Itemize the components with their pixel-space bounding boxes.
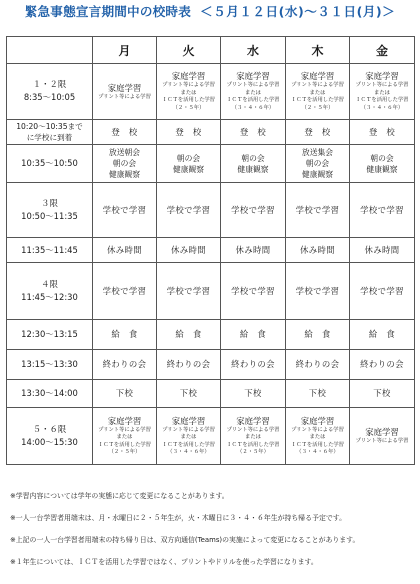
schedule-cell	[157, 145, 221, 183]
cell-text: 休み時間	[170, 244, 207, 255]
time-text: ４限	[41, 279, 58, 290]
time-text: 8:35～10:05	[23, 92, 76, 103]
cell-text: 家庭学習	[365, 427, 399, 438]
schedule-cell	[286, 263, 350, 320]
timetable-row	[7, 263, 415, 320]
cell-text: 朝の会	[305, 159, 330, 169]
schedule-cell	[350, 119, 415, 144]
time-cell	[7, 380, 93, 407]
schedule-cell	[350, 380, 415, 407]
cell-text: 健康観察	[172, 164, 205, 174]
cell-text: 健康観察	[366, 164, 398, 174]
cell-text: 朝の会	[176, 153, 201, 163]
cell-text: または	[245, 434, 261, 441]
cell-text: 給 食	[368, 329, 396, 340]
cell-text: 休み時間	[364, 244, 400, 255]
cell-text: 登 校	[111, 126, 138, 137]
day-header-friday: 金	[350, 37, 415, 64]
cell-text: 下校	[308, 388, 327, 399]
cell-text: 学校で学習	[102, 204, 147, 215]
cell-text: プリント等による学習	[226, 426, 280, 433]
schedule-cell	[221, 119, 286, 144]
cell-text: （２・５年）	[172, 104, 205, 111]
schedule-cell	[286, 64, 350, 120]
cell-text: 家庭学習	[107, 415, 142, 426]
day-header-wednesday: 水	[221, 37, 286, 64]
schedule-cell	[286, 407, 350, 464]
time-cell	[7, 320, 93, 350]
cell-text: 登 校	[175, 126, 202, 137]
cell-text: （３・４・６年）	[360, 104, 404, 111]
cell-text: または	[309, 434, 326, 441]
schedule-cell	[350, 64, 415, 120]
cell-text: 健康観察	[301, 170, 334, 180]
schedule-cell	[221, 380, 286, 407]
schedule-cell	[286, 349, 350, 380]
time-text: 11:35～11:45	[21, 244, 78, 255]
time-text: 11:45～12:30	[21, 292, 78, 303]
cell-text: 登 校	[368, 126, 396, 137]
schedule-cell	[93, 64, 157, 120]
schedule-cell	[221, 145, 286, 183]
schedule-cell	[93, 320, 157, 350]
time-text: 13:30～14:00	[21, 388, 78, 399]
time-cell	[7, 407, 93, 464]
cell-text: 休み時間	[106, 244, 143, 255]
cell-text: 終わりの会	[166, 359, 211, 370]
cell-text: ＩＣＴを活用した学習	[162, 441, 215, 448]
cell-text: 下校	[244, 388, 262, 399]
cell-text: 学校で学習	[231, 204, 275, 215]
cell-text: 給 食	[239, 329, 267, 340]
schedule-cell	[350, 145, 415, 183]
schedule-cell	[93, 263, 157, 320]
cell-text: プリント等による学習	[162, 426, 215, 433]
schedule-cell	[350, 263, 415, 320]
schedule-cell	[157, 349, 221, 380]
cell-text: 登 校	[239, 126, 267, 137]
schedule-cell	[93, 407, 157, 464]
cell-text: 下校	[373, 388, 391, 399]
cell-text: 家庭学習	[236, 415, 270, 426]
timetable-row	[7, 145, 415, 183]
cell-text: 下校	[115, 388, 134, 399]
cell-text: 給 食	[304, 329, 331, 340]
schedule-cell	[93, 238, 157, 263]
schedule-cell	[350, 320, 415, 350]
cell-text: 登 校	[304, 126, 331, 137]
note-line: ※一人一台学習者用端末は、月・水曜日に２・５年生が，火・木曜日に３・４・６年生が持ち帰る予定です。	[10, 514, 346, 522]
schedule-cell	[157, 183, 221, 238]
page-title	[0, 2, 420, 22]
header-row	[7, 37, 415, 64]
title-main: 緊急事態宣言期間中の校時表	[24, 4, 192, 19]
cell-text: ＩＣＴを活用した学習	[291, 441, 344, 448]
time-cell	[7, 119, 93, 144]
schedule-cell	[221, 320, 286, 350]
schedule-cell	[157, 320, 221, 350]
timetable-row	[7, 320, 415, 350]
cell-text: 下校	[179, 388, 198, 399]
cell-text: （３・４・６年）	[231, 104, 275, 111]
cell-text: プリント等による学習	[355, 438, 409, 445]
schedule-cell	[221, 263, 286, 320]
timetable-row	[7, 64, 415, 120]
day-header-monday: 月	[93, 37, 157, 64]
time-text: １・２限	[32, 79, 67, 90]
cell-text: 学校で学習	[360, 204, 404, 215]
schedule-cell	[93, 349, 157, 380]
time-cell	[7, 183, 93, 238]
schedule-cell	[286, 119, 350, 144]
cell-text: 休み時間	[299, 244, 336, 255]
timetable-row	[7, 238, 415, 263]
cell-text: または	[180, 89, 197, 96]
cell-text: ＩＣＴを活用した学習	[98, 441, 151, 448]
cell-text: 家庭学習	[171, 415, 206, 426]
cell-text: 健康観察	[108, 170, 141, 180]
note-line: ※上記の一人一台学習者用端末の持ち帰り日は、双方向通信(Teams)の実施によって変更になることがあります。	[10, 536, 360, 544]
time-cell	[7, 349, 93, 380]
cell-text: ＩＣＴを活用した学習	[162, 97, 215, 104]
schedule-cell	[221, 183, 286, 238]
cell-text: 家庭学習	[107, 82, 142, 93]
day-header-tuesday: 火	[157, 37, 221, 64]
schedule-cell	[221, 238, 286, 263]
schedule-cell	[286, 145, 350, 183]
cell-text: ＩＣＴを活用した学習	[291, 97, 344, 104]
cell-text: プリント等による学習	[355, 82, 409, 89]
schedule-cell	[350, 238, 415, 263]
time-text: に学校に到着	[26, 133, 73, 143]
cell-text: 終わりの会	[102, 359, 147, 370]
cell-text: 学校で学習	[295, 204, 340, 215]
cell-text: 給 食	[175, 329, 202, 340]
cell-text: 休み時間	[235, 244, 271, 255]
cell-text: または	[309, 89, 326, 96]
cell-text: 家庭学習	[300, 415, 335, 426]
cell-text: ＩＣＴを活用した学習	[226, 441, 280, 448]
time-cell	[7, 145, 93, 183]
time-cell	[7, 64, 93, 120]
time-text: 13:15～13:30	[21, 359, 78, 370]
cell-text: （２・５年）	[237, 449, 269, 456]
cell-text: （２・５年）	[301, 104, 334, 111]
cell-text: 放送朝会	[108, 148, 141, 158]
cell-text: 学校で学習	[295, 285, 340, 296]
corner-cell	[7, 37, 93, 64]
cell-text: 学校で学習	[231, 285, 275, 296]
cell-text: 学校で学習	[166, 204, 211, 215]
schedule-cell	[157, 380, 221, 407]
timetable-row	[7, 183, 415, 238]
timetable-row	[7, 407, 415, 464]
timetable-row	[7, 349, 415, 380]
cell-text: または	[180, 434, 197, 441]
time-cell	[7, 238, 93, 263]
cell-text: 学校で学習	[360, 285, 404, 296]
cell-text: 放送集会	[301, 148, 334, 158]
cell-text: 終わりの会	[295, 359, 340, 370]
cell-text: 朝の会	[112, 159, 137, 169]
time-text: ５・６限	[32, 423, 67, 434]
timetable-row	[7, 380, 415, 407]
notes	[10, 485, 416, 573]
schedule-cell	[350, 349, 415, 380]
cell-text: プリント等による学習	[226, 82, 280, 89]
cell-text: 家庭学習	[365, 71, 399, 82]
schedule-cell	[350, 407, 415, 464]
cell-text: （３・４・６年）	[167, 449, 210, 456]
schedule-cell	[286, 380, 350, 407]
cell-text: プリント等による学習	[291, 82, 344, 89]
timetable-row	[7, 119, 415, 144]
schedule-cell	[93, 380, 157, 407]
schedule-cell	[286, 238, 350, 263]
cell-text: 終わりの会	[231, 359, 275, 370]
cell-text: プリント等による学習	[98, 426, 151, 433]
schedule-cell	[221, 64, 286, 120]
schedule-cell	[157, 263, 221, 320]
time-text: 10:20～10:35まで	[16, 122, 83, 132]
time-text: 10:35～10:50	[21, 158, 78, 169]
schedule-cell	[157, 238, 221, 263]
cell-text: または	[245, 89, 261, 96]
time-text: 10:50～11:35	[21, 211, 78, 222]
note-line: ※学習内容については学年の実態に応じて変更になることがあります。	[10, 492, 229, 500]
cell-text: 家庭学習	[171, 71, 206, 82]
schedule-cell	[286, 320, 350, 350]
cell-text: または	[116, 434, 133, 441]
schedule-cell	[221, 407, 286, 464]
cell-text: 朝の会	[370, 153, 394, 163]
cell-text: プリント等による学習	[291, 426, 344, 433]
cell-text: ＩＣＴを活用した学習	[355, 97, 409, 104]
schedule-cell	[157, 119, 221, 144]
cell-text: ＩＣＴを活用した学習	[226, 97, 280, 104]
schedule-cell	[93, 145, 157, 183]
cell-text: （２・５年）	[108, 449, 141, 456]
cell-text: または	[374, 89, 390, 96]
cell-text: 終わりの会	[360, 359, 404, 370]
cell-text: 学校で学習	[166, 285, 211, 296]
cell-text: プリント等による学習	[98, 93, 151, 100]
time-text: 14:00～15:30	[21, 436, 78, 447]
timetable	[6, 36, 415, 465]
schedule-cell	[350, 183, 415, 238]
schedule-cell	[286, 183, 350, 238]
note-line: ※１年生については、ＩＣＴを活用した学習ではなく、プリントやドリルを使った学習になります。	[10, 558, 318, 566]
cell-text: 朝の会	[241, 153, 265, 163]
time-text: ３限	[41, 198, 58, 209]
schedule-cell	[157, 407, 221, 464]
cell-text: プリント等による学習	[162, 82, 215, 89]
schedule-cell	[93, 119, 157, 144]
schedule-cell	[221, 349, 286, 380]
cell-text: 健康観察	[237, 164, 269, 174]
cell-text: （３・４・６年）	[296, 449, 339, 456]
schedule-cell	[93, 183, 157, 238]
title-dates: ＜５月１２日(水)～３１日(月)＞	[200, 4, 396, 19]
time-text: 12:30～13:15	[21, 329, 78, 340]
cell-text: 学校で学習	[102, 285, 147, 296]
day-header-thursday: 木	[286, 37, 350, 64]
time-cell	[7, 263, 93, 320]
cell-text: 給 食	[111, 329, 138, 340]
cell-text: 家庭学習	[300, 71, 335, 82]
cell-text: 家庭学習	[236, 71, 270, 82]
schedule-cell	[157, 64, 221, 120]
